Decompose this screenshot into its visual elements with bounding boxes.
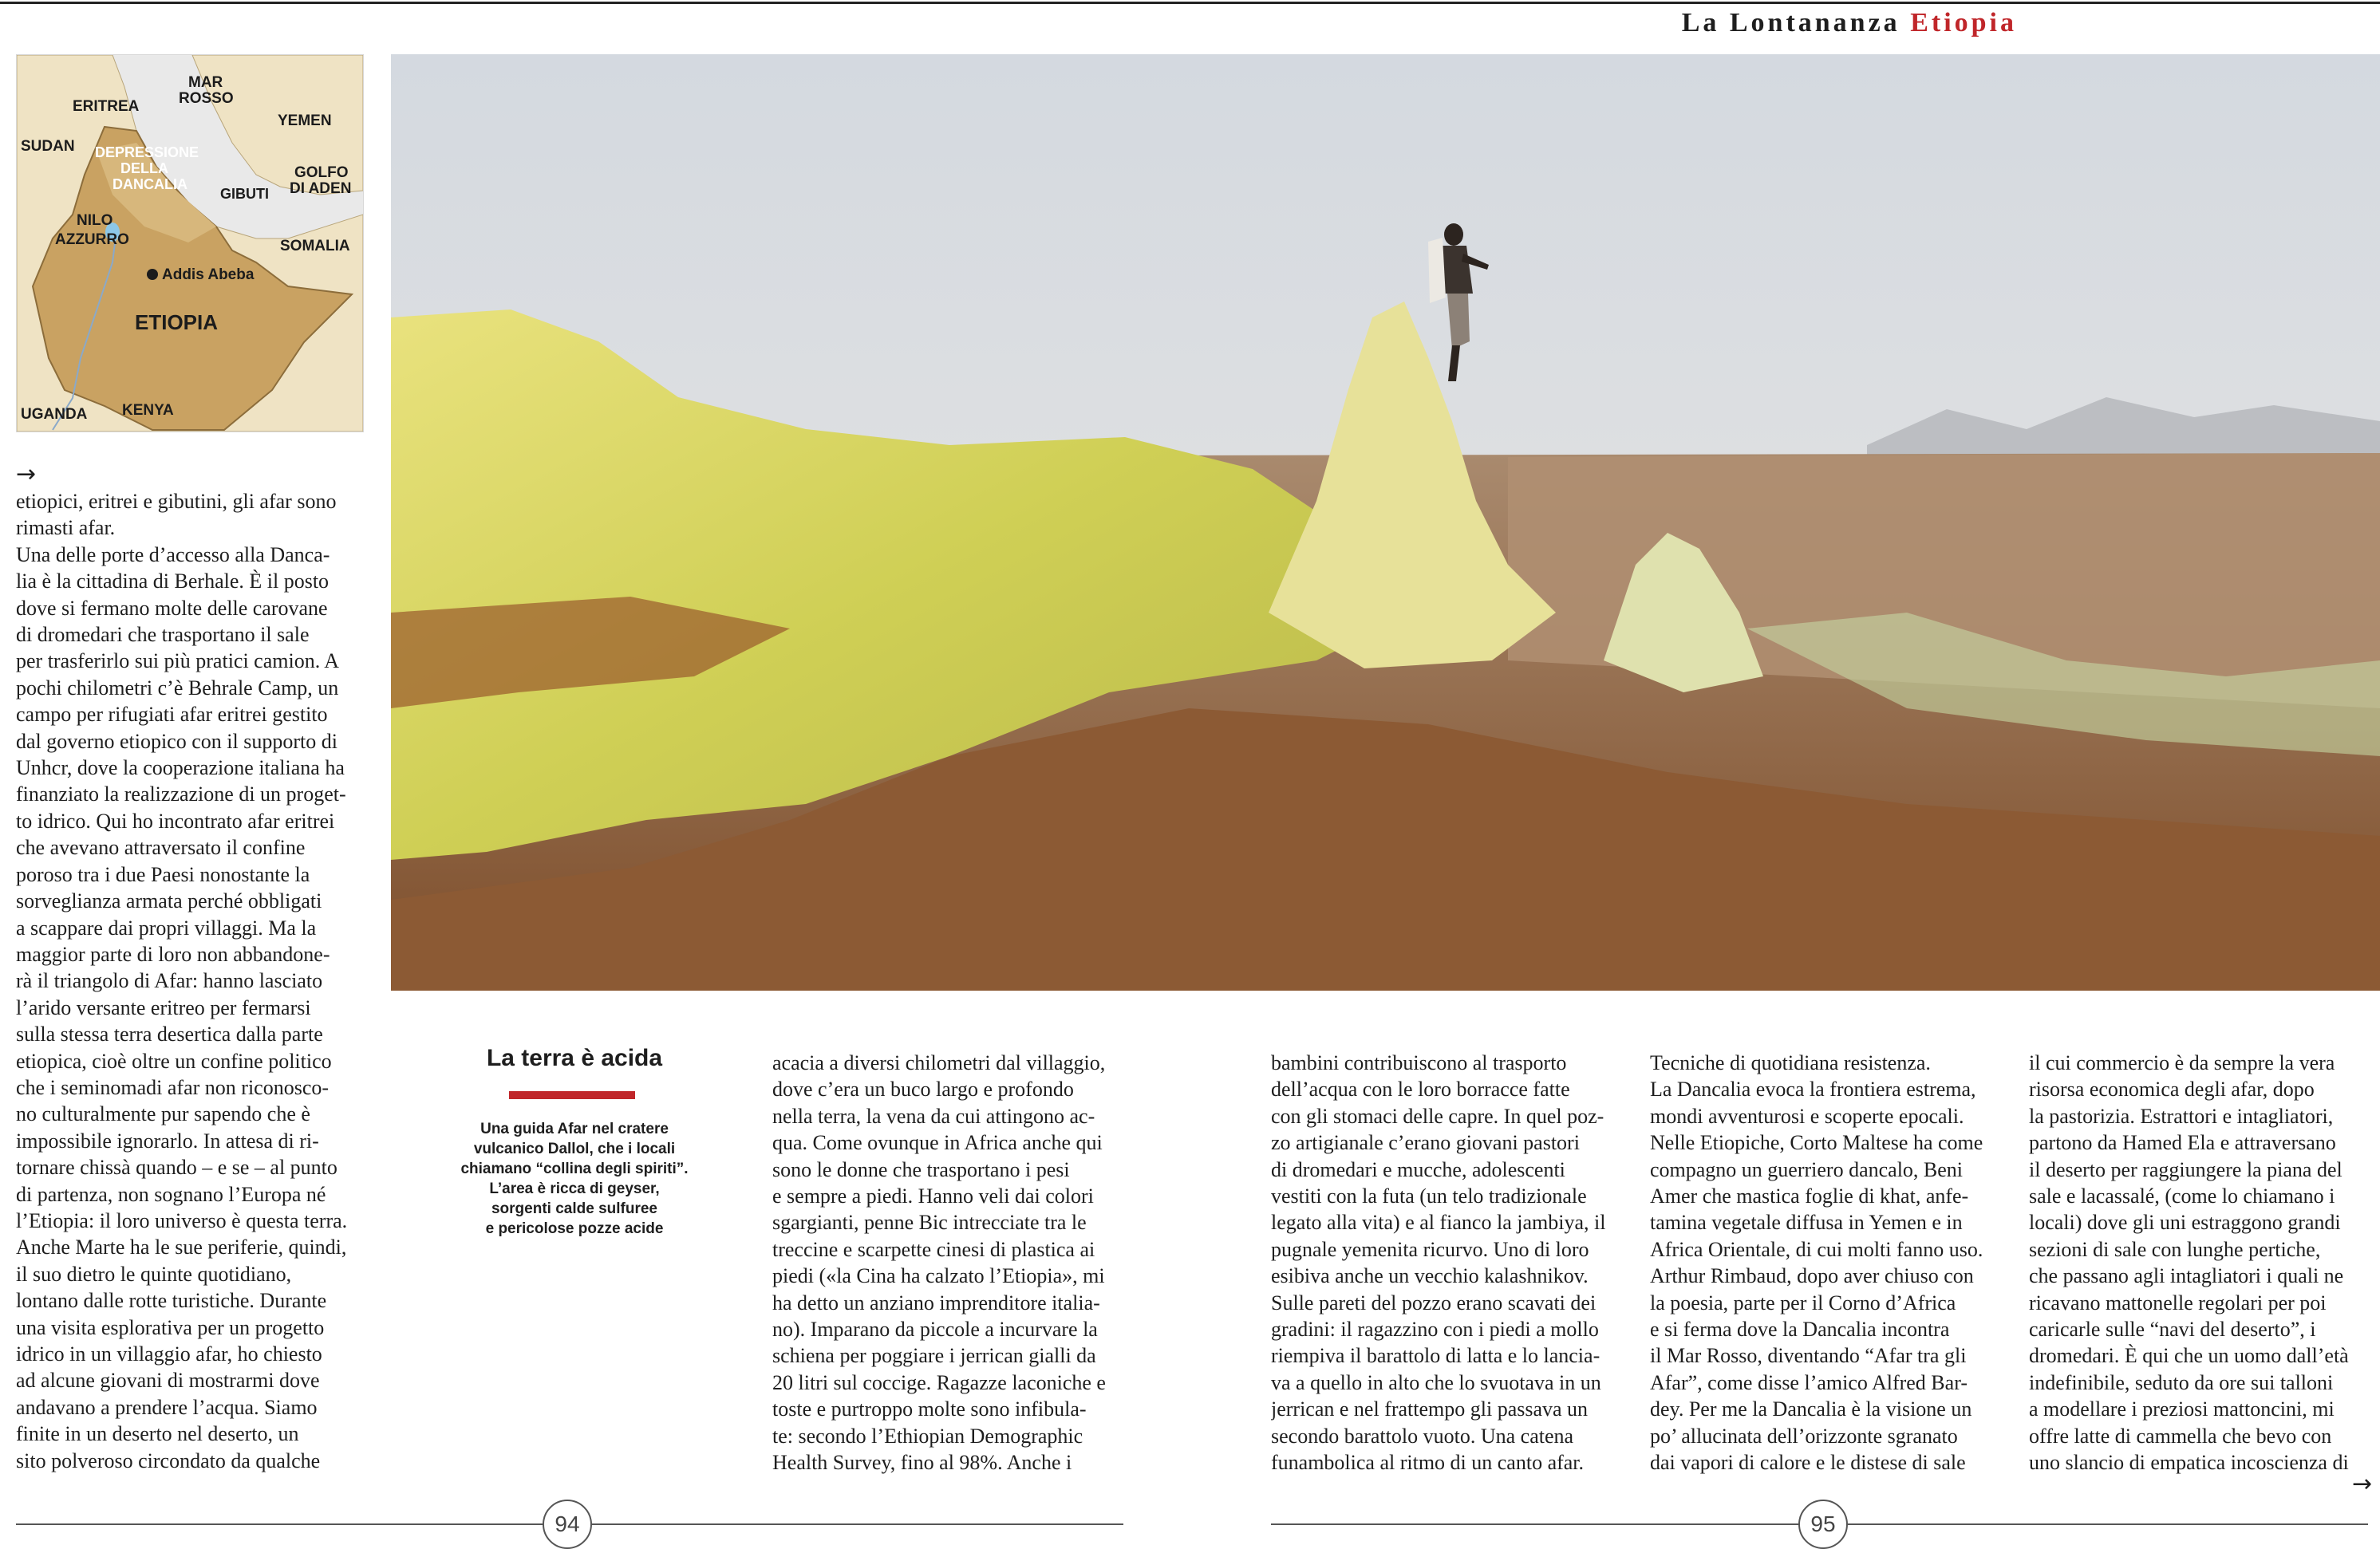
page-number-right: 95 xyxy=(1798,1500,1848,1549)
caption-line: L’area è ricca di geyser, xyxy=(489,1180,660,1197)
caption-accent-bar xyxy=(509,1091,635,1099)
text-line: va a quello in alto che lo svuotava in un xyxy=(1271,1370,1601,1394)
map-label-della: DELLA xyxy=(120,160,168,176)
sulphur-landscape-photo xyxy=(391,54,2380,991)
text-line: una visita esplorativa per un progetto xyxy=(16,1315,325,1339)
text-line: dey. Per me la Dancalia è la visione un xyxy=(1650,1397,1972,1421)
map-label-uganda: UGANDA xyxy=(21,406,88,423)
text-line: etiopica, cioè oltre un confine politico xyxy=(16,1049,332,1073)
text-line: Una delle porte d’accesso alla Danca- xyxy=(16,542,330,566)
caption-title: La terra è acida xyxy=(486,1045,663,1071)
section-name: La Lontananza xyxy=(1681,8,1900,37)
text-line: tamina vegetale diffusa in Yemen e in xyxy=(1650,1211,1963,1235)
locator-map xyxy=(16,54,364,432)
map-graphic xyxy=(17,55,363,432)
text-line: finite in un deserto nel deserto, un xyxy=(16,1422,299,1446)
text-line: andavano a prendere l’acqua. Siamo xyxy=(16,1395,318,1419)
text-line: Afar”, come disse l’amico Alfred Bar- xyxy=(1650,1370,1968,1394)
text-line: acacia a diversi chilometri dal villaggio, xyxy=(772,1051,1106,1074)
text-line: l’Etiopia: il loro universo è questa terra. xyxy=(16,1208,348,1232)
map-label-rosso: ROSSO xyxy=(179,90,234,107)
map-label-nilo: NILO xyxy=(77,212,113,229)
text-line: sito polveroso circondato da qualche xyxy=(16,1448,321,1472)
text-line: vestiti con la futa (un telo tradizionale xyxy=(1271,1184,1587,1208)
text-line: risorsa economica degli afar, dopo xyxy=(2029,1078,2315,1102)
text-line: te: secondo l’Ethiopian Demographic xyxy=(772,1424,1083,1448)
text-line: etiopici, eritrei e gibutini, gli afar sono xyxy=(16,490,337,513)
text-line: Sulle pareti del pozzo erano scavati dei xyxy=(1271,1291,1597,1314)
text-line: impossibile ignorarlo. In attesa di ri- xyxy=(16,1129,319,1153)
text-line: maggior parte di loro non abbandone- xyxy=(16,942,330,966)
text-line: Amer che mastica foglie di khat, anfe- xyxy=(1650,1184,1969,1208)
text-line: di dromedari e mucche, adolescenti xyxy=(1271,1157,1565,1181)
text-line: qua. Come ovunque in Africa anche qui xyxy=(772,1131,1103,1155)
text-line: no culturalmente pur sapendo che è xyxy=(16,1102,310,1126)
text-line: sulla stessa terra desertica dalla parte xyxy=(16,1023,323,1046)
article-column-5 xyxy=(2029,1050,2368,1480)
map-label-somalia: SOMALIA xyxy=(280,238,350,254)
map-label-sudan: SUDAN xyxy=(21,138,75,155)
text-line: che passano agli intagliatori i quali ne xyxy=(2029,1264,2344,1288)
article-column-4 xyxy=(1650,1050,2005,1480)
photo-caption xyxy=(434,1119,715,1239)
text-line: l’arido versante eritreo per fermarsi xyxy=(16,995,311,1019)
text-line: schiena per poggiare i jerrican gialli da xyxy=(772,1344,1096,1368)
text-line: dromedari. È qui che un uomo dall’età xyxy=(2029,1344,2349,1368)
text-line: ha detto un anziano imprenditore italia- xyxy=(772,1291,1100,1314)
text-line: legato alla vita) e al fianco la jambiya, il xyxy=(1271,1211,1606,1235)
text-line: e si ferma dove la Dancalia incontra xyxy=(1650,1318,1950,1342)
article-column-3 xyxy=(1271,1050,1626,1480)
text-line: uno slancio di empatica incoscienza di xyxy=(2029,1451,2349,1475)
map-label-golfo: GOLFO xyxy=(294,164,349,181)
text-line: sorveglianza armata perché obbligati xyxy=(16,889,322,913)
text-line: funambolica al ritmo di un canto afar. xyxy=(1271,1451,1585,1475)
photo-graphic xyxy=(391,54,2380,991)
text-line: sono le donne che trasportano i pesi xyxy=(772,1157,1070,1181)
text-line: a modellare i preziosi mattoncini, mi xyxy=(2029,1397,2335,1421)
text-line: sgargianti, penne Bic intrecciate tra le xyxy=(772,1211,1087,1235)
text-line: dell’acqua con le loro borracce fatte xyxy=(1271,1078,1570,1102)
section-country: Etiopia xyxy=(1910,8,2017,37)
caption-line: chiamano “collina degli spiriti”. xyxy=(460,1161,689,1177)
continue-arrow-icon: → xyxy=(16,460,37,488)
page-number-left: 94 xyxy=(543,1500,592,1549)
text-line: piedi («la Cina ha calzato l’Etiopia», mi xyxy=(772,1264,1105,1288)
text-line: nella terra, la vena da cui attingono ac- xyxy=(772,1104,1095,1128)
text-line: campo per rifugiati afar eritrei gestito xyxy=(16,703,328,727)
text-line: esibiva anche un vecchio kalashnikov. xyxy=(1271,1264,1589,1288)
text-line: con gli stomaci delle capre. In quel poz- xyxy=(1271,1104,1604,1128)
text-line: idrico in un villaggio afar, ho chiesto xyxy=(16,1342,322,1366)
text-line: il cui commercio è da sempre la vera xyxy=(2029,1051,2335,1074)
text-line: pochi chilometri c’è Behrale Camp, un xyxy=(16,676,339,700)
text-line: secondo barattolo vuoto. Una catena xyxy=(1271,1424,1574,1448)
map-label-azzurro: AZZURRO xyxy=(55,231,129,248)
text-line: pugnale yemenita ricurvo. Uno di loro xyxy=(1271,1237,1589,1261)
text-line: a scappare dai propri villaggi. Ma la xyxy=(16,916,317,940)
text-line: toste e purtroppo molte sono infibula- xyxy=(772,1397,1087,1421)
caption-line: Una guida Afar nel cratere xyxy=(480,1121,669,1137)
text-line: dai vapori di calore e le distese di sale xyxy=(1650,1451,1966,1475)
text-line: dove si fermano molte delle carovane xyxy=(16,596,328,620)
text-line: Arthur Rimbaud, dopo aver chiuso con xyxy=(1650,1264,1974,1288)
text-line: rà il triangolo di Afar: hanno lasciato xyxy=(16,969,323,993)
text-line: sale e lacassalé, (come lo chiamano i xyxy=(2029,1184,2335,1208)
text-line: finanziato la realizzazione di un proget- xyxy=(16,782,346,806)
map-label-eritrea: ERITREA xyxy=(73,98,140,115)
text-line: caricarle sulle “navi del deserto”, i xyxy=(2029,1318,2316,1342)
text-line: Nelle Etiopiche, Corto Maltese ha come xyxy=(1650,1131,1983,1155)
text-line: di partenza, non sognano l’Europa né xyxy=(16,1182,326,1206)
addis-abeba-dot xyxy=(147,269,158,280)
text-line: sezioni di sale con lunghe pertiche, xyxy=(2029,1237,2321,1261)
text-line: il Mar Rosso, diventando “Afar tra gli xyxy=(1650,1344,1967,1368)
text-line: tornare chissà quando – e se – al punto xyxy=(16,1156,337,1180)
caption-line: sorgenti calde sulfuree xyxy=(491,1200,657,1217)
text-line: riempiva il barattolo di latta e lo lancia- xyxy=(1271,1344,1600,1368)
text-line: la poesia, parte per il Corno d’Africa xyxy=(1650,1291,1956,1314)
map-label-depressione: DEPRESSIONE xyxy=(95,144,199,160)
map-label-mar: MAR xyxy=(188,74,223,91)
text-line: ad alcune giovani di mostrarmi dove xyxy=(16,1369,320,1393)
text-line: to idrico. Qui ho incontrato afar eritrei xyxy=(16,809,335,833)
text-line: Health Survey, fino al 98%. Anche i xyxy=(772,1451,1072,1475)
text-line: La Dancalia evoca la frontiera estrema, xyxy=(1650,1078,1976,1102)
text-line: Anche Marte ha le sue periferie, quindi, xyxy=(16,1236,347,1259)
text-line: zo artigianale c’erano giovani pastori xyxy=(1271,1131,1580,1155)
map-label-gibuti: GIBUTI xyxy=(220,186,269,202)
text-line: e sempre a piedi. Hanno veli dai colori xyxy=(772,1184,1094,1208)
map-label-yemen: YEMEN xyxy=(278,112,332,129)
text-line: partono da Hamed Ela e attraversano xyxy=(2029,1131,2336,1155)
caption-line: vulcanico Dallol, che i locali xyxy=(473,1141,676,1157)
text-line: gradini: il ragazzino con i piedi a mollo xyxy=(1271,1318,1599,1342)
text-line: mondi avventurosi e scoperte epocali. xyxy=(1650,1104,1964,1128)
text-line: dal governo etiopico con il supporto di xyxy=(16,729,337,753)
text-line: Unhcr, dove la cooperazione italiana ha xyxy=(16,756,345,780)
text-line: offre latte di cammella che bevo con xyxy=(2029,1424,2332,1448)
text-line: rimasti afar. xyxy=(16,516,116,540)
map-label-dancalia: DANCALIA xyxy=(112,176,187,192)
text-line: bambini contribuiscono al trasporto xyxy=(1271,1051,1567,1074)
caption-line: e pericolose pozze acide xyxy=(485,1220,664,1237)
text-line: 20 litri sul coccige. Ragazze laconiche e xyxy=(772,1370,1106,1394)
section-header xyxy=(1682,8,2017,38)
text-line: ricavano mattonelle regolari per poi xyxy=(2029,1291,2327,1314)
text-line: Africa Orientale, di cui molti fanno uso. xyxy=(1650,1237,1983,1261)
text-line: compagno un guerriero dancalo, Beni xyxy=(1650,1157,1964,1181)
text-line: no). Imparano da piccole a incurvare la xyxy=(772,1318,1098,1342)
text-line: per trasferirlo sui più pratici camion. A xyxy=(16,649,340,673)
text-line: lontano dalle rotte turistiche. Durante xyxy=(16,1289,327,1313)
map-label-kenya: KENYA xyxy=(122,402,174,419)
text-line: poroso tra i due Paesi nonostante la xyxy=(16,862,310,886)
map-label-etiopia: ETIOPIA xyxy=(135,310,219,334)
text-line: la pastorizia. Estrattori e intagliatori, xyxy=(2029,1104,2334,1128)
article-column-2 xyxy=(772,1050,1123,1480)
text-line: di dromedari che trasportano il sale xyxy=(16,623,310,647)
text-line: dove c’era un buco largo e profondo xyxy=(772,1078,1074,1102)
article-column-1 xyxy=(16,488,367,1477)
map-label-addis-abeba: Addis Abeba xyxy=(162,266,255,283)
text-line: il deserto per raggiungere la piana del xyxy=(2029,1157,2343,1181)
text-line: Tecniche di quotidiana resistenza. xyxy=(1650,1051,1931,1074)
text-line: jerrican e nel frattempo gli passava un xyxy=(1271,1397,1589,1421)
map-label-di-aden: DI ADEN xyxy=(290,180,352,197)
text-line: il suo dietro le quinte quotidiano, xyxy=(16,1262,292,1286)
text-line: che i seminomadi afar non riconosco- xyxy=(16,1075,330,1099)
text-line: lia è la cittadina di Berhale. È il posto xyxy=(16,570,330,593)
top-rule xyxy=(0,2,2380,4)
continue-arrow-icon: → xyxy=(2352,1470,2373,1498)
text-line: po’ allucinata dell’orizzonte sgranato xyxy=(1650,1424,1958,1448)
text-line: che avevano attraversato il confine xyxy=(16,836,306,860)
text-line: treccine e scarpette cinesi di plastica ai xyxy=(772,1237,1095,1261)
text-line: indefinibile, seduto da ore sui talloni xyxy=(2029,1370,2334,1394)
text-line: locali) dove gli uni estraggono grandi xyxy=(2029,1211,2341,1235)
